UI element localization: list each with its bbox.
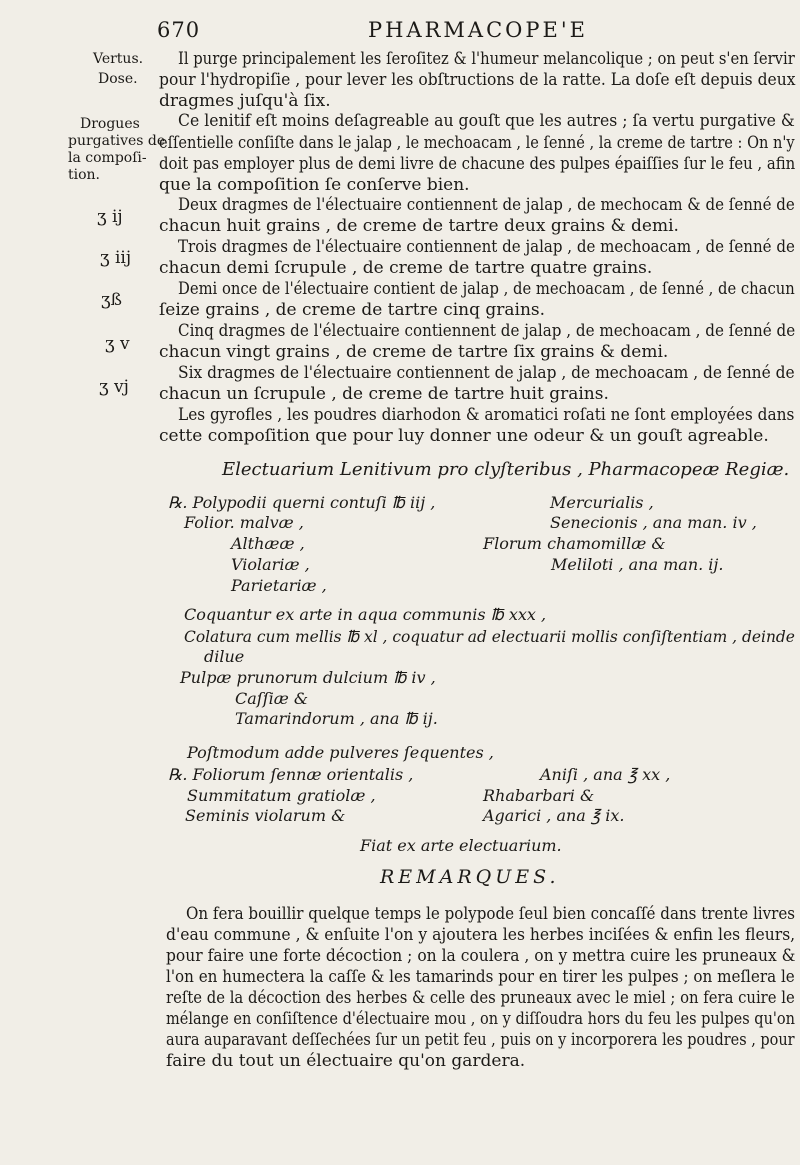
text-line: Trois dragmes de l'électuaire contiennent de jalap , de mechoacam , de ſenné de bbox=[178, 237, 795, 257]
recipe-fiat: Fiat ex arte electuarium. bbox=[360, 836, 562, 855]
recipe-title: Electuarium Lenitivum pro clyſteribus , Pharmacopeæ Regiæ. bbox=[222, 459, 790, 480]
dose-symbol-half-ounce: ʒß bbox=[101, 290, 122, 310]
margin-drogues-2: purgatives de bbox=[68, 133, 166, 149]
remarque-line: d'eau commune , & enſuite l'on y ajoutera les herbes inciſées & enfin les fleurs, bbox=[166, 925, 796, 945]
recipe-step: Colatura cum mellis ℔ xl , coquatur ad electuarii mollis conſiſtentiam , deinde bbox=[184, 627, 795, 646]
recipe-ingredient: Parietariæ , bbox=[231, 576, 327, 595]
recipe-ingredient: Rhabarbari & bbox=[483, 786, 595, 805]
dose-symbol-3-drams: ʒ iij bbox=[100, 248, 132, 268]
margin-vertus: Vertus. bbox=[93, 51, 144, 67]
remarques-heading: REMARQUES. bbox=[380, 866, 560, 888]
recipe-ingredient: Agarici , ana ℥ ix. bbox=[483, 806, 625, 825]
text-line: Les gyrofles , les poudres diarhodon & aromatici roſati ne ſont employées dans bbox=[178, 405, 795, 425]
page-number: 670 bbox=[157, 18, 201, 42]
dose-symbol-6-drams: ʒ vj bbox=[99, 377, 129, 397]
text-line: Six dragmes de l'électuaire contiennent de jalap , de mechoacam , de ſenné de bbox=[178, 363, 795, 383]
recipe-ingredient: Senecionis , ana man. iv , bbox=[550, 513, 757, 532]
remarque-line: reſte de la décoction des herbes & celle des pruneaux avec le miel ; on fera cuire le bbox=[166, 988, 795, 1008]
recipe-ingredient: Seminis violarum & bbox=[185, 806, 346, 825]
text-line: pour l'hydropiſie , pour lever les obſtructions de la ratte. La doſe eſt depuis deux bbox=[159, 70, 796, 90]
text-line: Il purge principalement les ſeroſitez & l'humeur melancolique ; on peut s'en ſervir bbox=[178, 49, 795, 69]
recipe-ingredient: Summitatum gratiolæ , bbox=[187, 786, 376, 805]
recipe-ingredient: Florum chamomillæ & bbox=[483, 534, 666, 553]
text-line: dragmes juſqu'à ſix. bbox=[159, 91, 331, 111]
margin-drogues-3: la compoſi- bbox=[68, 150, 147, 166]
remarque-line: mélange en conſiſtence d'électuaire mou , on y diſſoudra hors du feu les pulpes qu'on bbox=[166, 1009, 795, 1029]
remarque-line: On fera bouillir quelque temps le polypode ſeul bien concaſſé dans trente livres bbox=[186, 904, 796, 924]
recipe-step: dilue bbox=[204, 647, 245, 666]
remarque-line: aura auparavant deſſechées ſur un petit feu , puis on y incorporera les poudres , pour bbox=[166, 1030, 795, 1050]
text-line: doit pas employer plus de demi livre de chacune des pulpes épaiſſies ſur le feu , afin bbox=[159, 154, 796, 174]
remarque-line: l'on en humectera la caſſe & les tamarinds pour en tirer les pulpes ; on meſlera le bbox=[166, 967, 795, 987]
text-line: chacun un ſcrupule , de creme de tartre huit grains. bbox=[159, 384, 609, 404]
recipe-ingredient: Folior. malvæ , bbox=[184, 513, 304, 532]
recipe-step: Coquantur ex arte in aqua communis ℔ xxx , bbox=[184, 605, 547, 624]
margin-dose: Dose. bbox=[98, 71, 138, 87]
text-line: chacun demi ſcrupule , de creme de tartre quatre grains. bbox=[159, 258, 653, 278]
text-line: Cinq dragmes de l'électuaire contiennent de jalap , de mechoacam , de ſenné de bbox=[178, 321, 796, 341]
text-line: cette compoſition que pour luy donner une odeur & un gouſt agreable. bbox=[159, 426, 769, 446]
text-line: eſſentielle conſiſte dans le jalap , le mechoacam , le ſenné , la creme de tartre : On n'y bbox=[159, 133, 795, 153]
text-line: Deux dragmes de l'électuaire contiennent de jalap , de mechocam & de ſenné de bbox=[178, 195, 795, 215]
text-line: chacun vingt grains , de creme de tartre ſix grains & demi. bbox=[159, 342, 669, 362]
dose-symbol-2-drams: ʒ ij bbox=[97, 207, 123, 227]
recipe-ingredient: ℞. Polypodii querni contuſi ℔ iij , bbox=[168, 493, 436, 512]
dose-symbol-5-drams: ʒ v bbox=[105, 334, 130, 354]
text-line: que la compoſition ſe conſerve bien. bbox=[159, 175, 470, 195]
remarque-line: faire du tout un électuaire qu'on gardera. bbox=[166, 1051, 526, 1071]
margin-drogues-1: Drogues bbox=[80, 116, 140, 132]
margin-drogues-4: tion. bbox=[68, 167, 100, 183]
recipe-ingredient: Mercurialis , bbox=[550, 493, 654, 512]
recipe-post: Poſtmodum adde pulveres ſequentes , bbox=[187, 743, 494, 762]
text-line: Ce lenitif eſt moins deſagreable au gouſt que les autres ; ſa vertu purgative & bbox=[178, 111, 795, 131]
recipe-ingredient: ℞. Foliorum ſennæ orientalis , bbox=[168, 765, 414, 784]
recipe-step: Pulpæ prunorum dulcium ℔ iv , bbox=[180, 668, 436, 687]
running-title: PHARMACOPE'E bbox=[368, 18, 588, 42]
recipe-step: Caſſiæ & bbox=[235, 689, 309, 708]
recipe-step: Tamarindorum , ana ℔ ij. bbox=[235, 709, 438, 728]
text-line: chacun huit grains , de creme de tartre deux grains & demi. bbox=[159, 216, 679, 236]
text-line: Demi once de l'électuaire contient de jalap , de mechoacam , de ſenné , de chacun bbox=[178, 279, 795, 299]
text-line: ſeize grains , de creme de tartre cinq grains. bbox=[159, 300, 546, 320]
recipe-ingredient: Althææ , bbox=[231, 534, 305, 553]
recipe-ingredient: Aniſi , ana ℥ xx , bbox=[540, 765, 671, 784]
remarque-line: pour faire une forte décoction ; on la coulera , on y mettra cuire les pruneaux & bbox=[166, 946, 796, 966]
recipe-ingredient: Violariæ , bbox=[231, 555, 310, 574]
recipe-ingredient: Meliloti , ana man. ij. bbox=[551, 555, 724, 574]
